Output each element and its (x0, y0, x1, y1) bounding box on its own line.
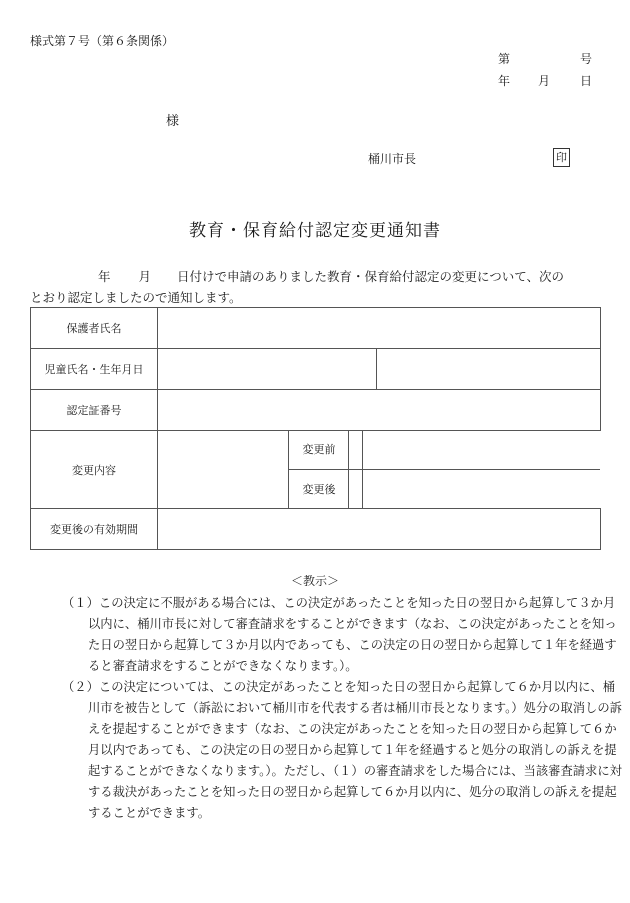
row-valid-period (31, 509, 601, 550)
intro-line-1-text: 日付けで申請のありました教育・保育給付認定の変更について、次の (177, 269, 565, 284)
addressee-honorific: 様 (166, 114, 180, 129)
field-valid-period-after-change[interactable] (158, 509, 601, 550)
label-child-name-birth: 児童氏名・生年月日 (31, 349, 158, 390)
notes-heading: ＜教示＞ (290, 574, 339, 588)
date-year: 年 (498, 74, 511, 88)
document-title: 教育・保育給付認定変更通知書 (189, 221, 441, 241)
change-details-table (30, 307, 601, 550)
field-guardian-name[interactable] (158, 308, 601, 349)
field-child-birthdate[interactable] (377, 349, 601, 390)
label-certificate-number: 認定証番号 (31, 390, 158, 431)
field-before-change[interactable] (348, 430, 600, 470)
document-number-suffix: 号 (580, 52, 593, 66)
intro-month: 月 (138, 269, 152, 284)
intro-line-1 (30, 266, 600, 287)
change-subgrid (288, 430, 600, 510)
label-change-content: 変更内容 (31, 431, 158, 509)
field-after-change[interactable] (348, 470, 600, 509)
label-after-change: 変更後 (288, 470, 349, 509)
document-number-prefix: 第 (498, 52, 511, 66)
label-valid-period-after-change: 変更後の有効期間 (31, 509, 158, 550)
seal-mark: 印 (553, 148, 570, 167)
date-day: 日 (580, 74, 593, 88)
issuer-title: 桶川市長 (368, 152, 417, 166)
note-item-1: （１）この決定に不服がある場合には、この決定があったことを知った日の翌日から起算して３か月以内に、桶川市長に対して審査請求をすることができます（なお、この決定があったことを知った日の翌日から起算して３か月以内であっても、この決定の日の翌日から起算して１年を経過すると審査請求をすることができなくなります。）。 (62, 596, 617, 673)
label-guardian-name: 保護者氏名 (31, 308, 158, 349)
intro-line-2: とおり認定しましたので通知します。 (30, 290, 242, 305)
note-item-2: （２）この決定については、この決定があったことを知った日の翌日から起算して６か月以内に、桶川市を被告として（訴訟において桶川市を代表する者は桶川市長となります。）処分の取消しの訴えを提起することができます（なお、この決定があったことを知った日の翌日から起算して６か月以内であっても、この決定の日の翌日から起算して１年を経過すると処分の取消しの訴えを提起することができなくなります。）。ただし、（１）の審査請求をした場合には、当該審査請求に対する裁決があったことを知った日の翌日から起算して６か月以内に、処分の取消しの訴えを提起することができます。 (62, 680, 622, 820)
row-guardian-name (31, 308, 601, 349)
field-child-name[interactable] (158, 349, 377, 390)
form-number: 様式第７号（第６条関係） (30, 34, 175, 48)
intro-year: 年 (98, 269, 111, 284)
row-child-name-birth (31, 349, 601, 390)
row-certificate-number (31, 390, 601, 431)
label-before-change: 変更前 (288, 430, 349, 470)
intro-paragraph (30, 266, 600, 308)
date-month: 月 (538, 74, 551, 88)
field-certificate-number[interactable] (158, 390, 601, 431)
